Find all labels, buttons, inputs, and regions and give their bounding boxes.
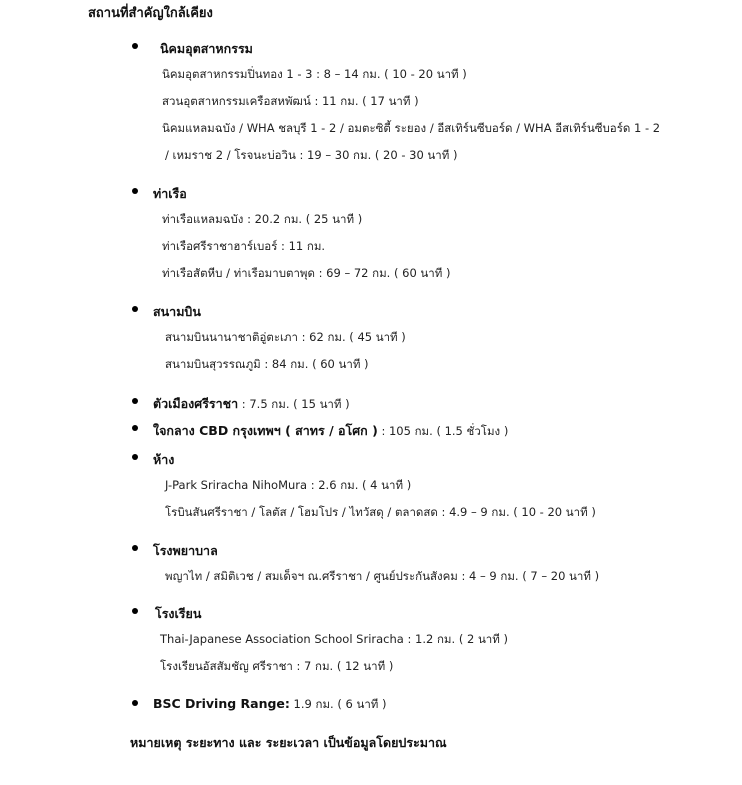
bullet-icon [132,608,138,614]
list-item: สนามบินสุวรรณภูมิ : 84 กม. ( 60 นาที ) [165,357,369,371]
bullet-icon [132,454,138,460]
footnote: หมายเหตุ ระยะทาง และ ระยะเวลา เป็นข้อมูลโดยประมาณ [130,735,447,750]
heading-label: ตัวเมืองศรีราชา [153,396,239,411]
heading-detail: : 105 กม. ( 1.5 ชั่วโมง ) [377,424,509,438]
bullet-icon [132,545,138,551]
heading-label: ใจกลาง CBD กรุงเทพฯ ( สาทร / อโศก ) [153,423,378,438]
list-item: โรบินสันศรีราชา / โลตัส / โฮมโปร / ไทวัสดุ / ตลาดสด : 4.9 – 9 กม. ( 10 - 20 นาที ) [165,505,596,519]
heading-label: BSC Driving Range: [153,696,290,711]
section-heading-hospitals: โรงพยาบาล [153,543,218,558]
bullet-icon [132,306,138,312]
section-heading-ports: ท่าเรือ [153,186,187,201]
list-item: J-Park Sriracha NihoMura : 2.6 กม. ( 4 นาที ) [165,478,412,492]
list-item: สวนอุตสาหกรรมเครือสหพัฒน์ : 11 กม. ( 17 นาที ) [162,94,419,108]
heading-detail: : 7.5 กม. ( 15 นาที ) [238,397,350,411]
section-heading-driving-range [153,696,387,714]
list-item: ท่าเรือศรีราชาฮาร์เบอร์ : 11 กม. [162,239,326,253]
bullet-icon [132,43,138,49]
section-heading-industrial: นิคมอุตสาหกรรม [160,41,253,56]
list-item: พญาไท / สมิติเวช / สมเด็จฯ ณ.ศรีราชา / ศูนย์ประกันสังคม : 4 – 9 กม. ( 7 – 20 นาที ) [165,569,600,583]
list-item: / เหมราช 2 / โรจนะบ่อวิน : 19 – 30 กม. ( 20 - 30 นาที ) [165,148,458,162]
section-heading-malls: ห้าง [153,452,175,467]
list-item: นิคมแหลมฉบัง / WHA ชลบุรี 1 - 2 / อมตะซิตี้ ระยอง / อีสเทิร์นซีบอร์ด / WHA อีสเทิร์นซีบอร์ด 1 - 2 [162,121,661,135]
list-item: นิคมอุตสาหกรรมปิ่นทอง 1 - 3 : 8 – 14 กม. ( 10 - 20 นาที ) [162,67,467,81]
section-heading-schools: โรงเรียน [155,606,202,621]
bullet-icon [132,425,138,431]
page-title: สถานที่สำคัญใกล้เคียง [88,6,213,21]
list-item: สนามบินนานาชาติอู่ตะเภา : 62 กม. ( 45 นาที ) [165,330,406,344]
list-item: Thai-Japanese Association School Sriracha : 1.2 กม. ( 2 นาที ) [160,632,508,646]
list-item: ท่าเรือสัตหีบ / ท่าเรือมาบตาพุด : 69 – 72 กม. ( 60 นาที ) [162,266,451,280]
bullet-icon [132,398,138,404]
list-item: โรงเรียนอัสสัมชัญ ศรีราชา : 7 กม. ( 12 นาที ) [160,659,394,673]
bullet-icon [132,700,138,706]
section-heading-bangkok-cbd [153,421,508,441]
list-item: ท่าเรือแหลมฉบัง : 20.2 กม. ( 25 นาที ) [162,212,363,226]
bullet-icon [132,188,138,194]
heading-detail: 1.9 กม. ( 6 นาที ) [289,697,387,711]
section-heading-sriracha-town [153,394,350,414]
section-heading-airports: สนามบิน [153,304,201,319]
